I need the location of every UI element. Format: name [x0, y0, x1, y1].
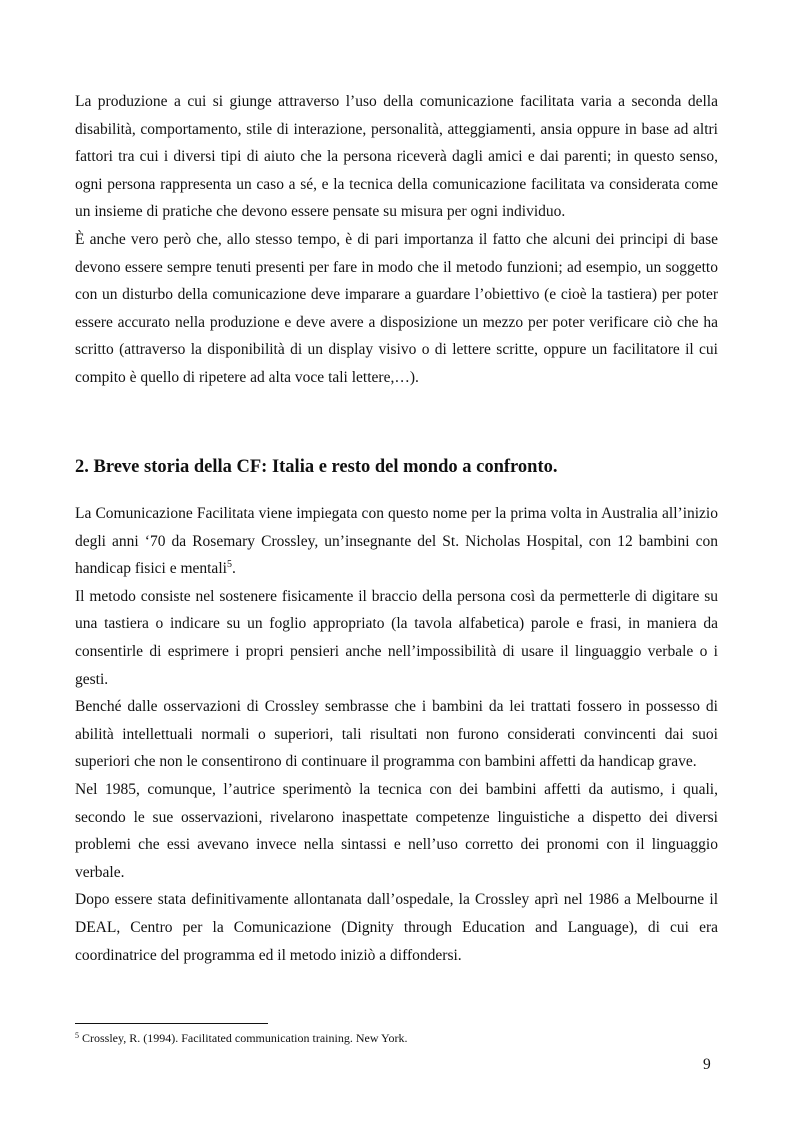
page-number: 9	[703, 1056, 711, 1073]
paragraph-6: Nel 1985, comunque, l’autrice sperimentò la tecnica con dei bambini affetti da autismo, i quali, secondo le sue osservazioni, rivelarono inaspettate competenze linguistiche a dispetto dei diversi problemi che essi avevano invece nella sintassi e nell’uso corretto dei pronomi con il linguaggio verbale.	[75, 780, 718, 881]
footnote	[75, 1030, 408, 1046]
paragraph-7: Dopo essere stata definitivamente allontanata dall’ospedale, la Crossley aprì nel 1986 a Melbourne il DEAL, Centro per la Comunicazione (Dignity through Education and Language), di cui era coordinatrice del programma ed il metodo iniziò a diffondersi.	[75, 891, 718, 964]
footnote-number: 5	[75, 1031, 79, 1040]
paragraph-1: La produzione a cui si giunge attraverso l’uso della comunicazione facilitata varia a seconda della disabilità, comportamento, stile di interazione, personalità, atteggiamenti, ansia oppure in base ad altri fattori tra cui i diversi tipi di aiuto che la persona riceverà dagli amici e dai parenti; in questo senso, ogni persona rappresenta un caso a sé, e la tecnica della comunicazione facilitata va considerata come un insieme di pratiche che devono essere pensate su misura per ogni individuo.	[75, 93, 718, 221]
section-heading: 2. Breve storia della CF: Italia e resto del mondo a confronto.	[75, 457, 558, 477]
footnote-ref[interactable]: 5	[226, 559, 232, 571]
paragraph-3-text: La Comunicazione Facilitata viene impiegata con questo nome per la prima volta in Australia all’inizio degli anni ‘70 da Rosemary Crossley, un’insegnante del St. Nicholas Hospital, con 12 bambini con handicap fisici e mentali	[75, 505, 718, 578]
paragraph-4: Il metodo consiste nel sostenere fisicamente il braccio della persona così da permetterle di digitare su una tastiera o indicare su un foglio appropriato (la tavola alfabetica) parole e frasi, in maniera da consentirle di esprimere i propri pensieri anche nell’impossibilità di usare il linguaggio verbale o i gesti.	[75, 587, 718, 688]
page-body	[75, 88, 718, 964]
paragraph-5: Benché dalle osservazioni di Crossley sembrasse che i bambini da lei trattati fossero in possesso di abilità intellettuali normali o superiori, tali risultati non furono considerati convincenti dai suoi superiori che non le consentirono di continuare il programma con bambini affetti da handicap grave.	[75, 698, 718, 771]
paragraph-2: È anche vero però che, allo stesso tempo, è di pari importanza il fatto che alcuni dei principi di base devono essere sempre tenuti presenti per fare in modo che il metodo funzioni; ad esempio, un soggetto con un disturbo della comunicazione deve imparare a guardare l’obiettivo (e cioè la tastiera) per poter essere accurato nella produzione e deve avere a disposizione un mezzo per poter verificare ciò che ha scritto (attraverso la disponibilità di un display visivo o di lettere scritte, oppure un facilitatore il cui compito è quello di ripetere ad alta voce tali lettere,…).	[75, 230, 718, 386]
section-2-body	[75, 500, 718, 969]
footnote-divider	[75, 1023, 268, 1024]
paragraph-3	[75, 500, 718, 583]
paragraph-3-end: .	[231, 560, 236, 578]
footnote-text: Crossley, R. (1994). Facilitated communication training. New York.	[79, 1031, 408, 1045]
